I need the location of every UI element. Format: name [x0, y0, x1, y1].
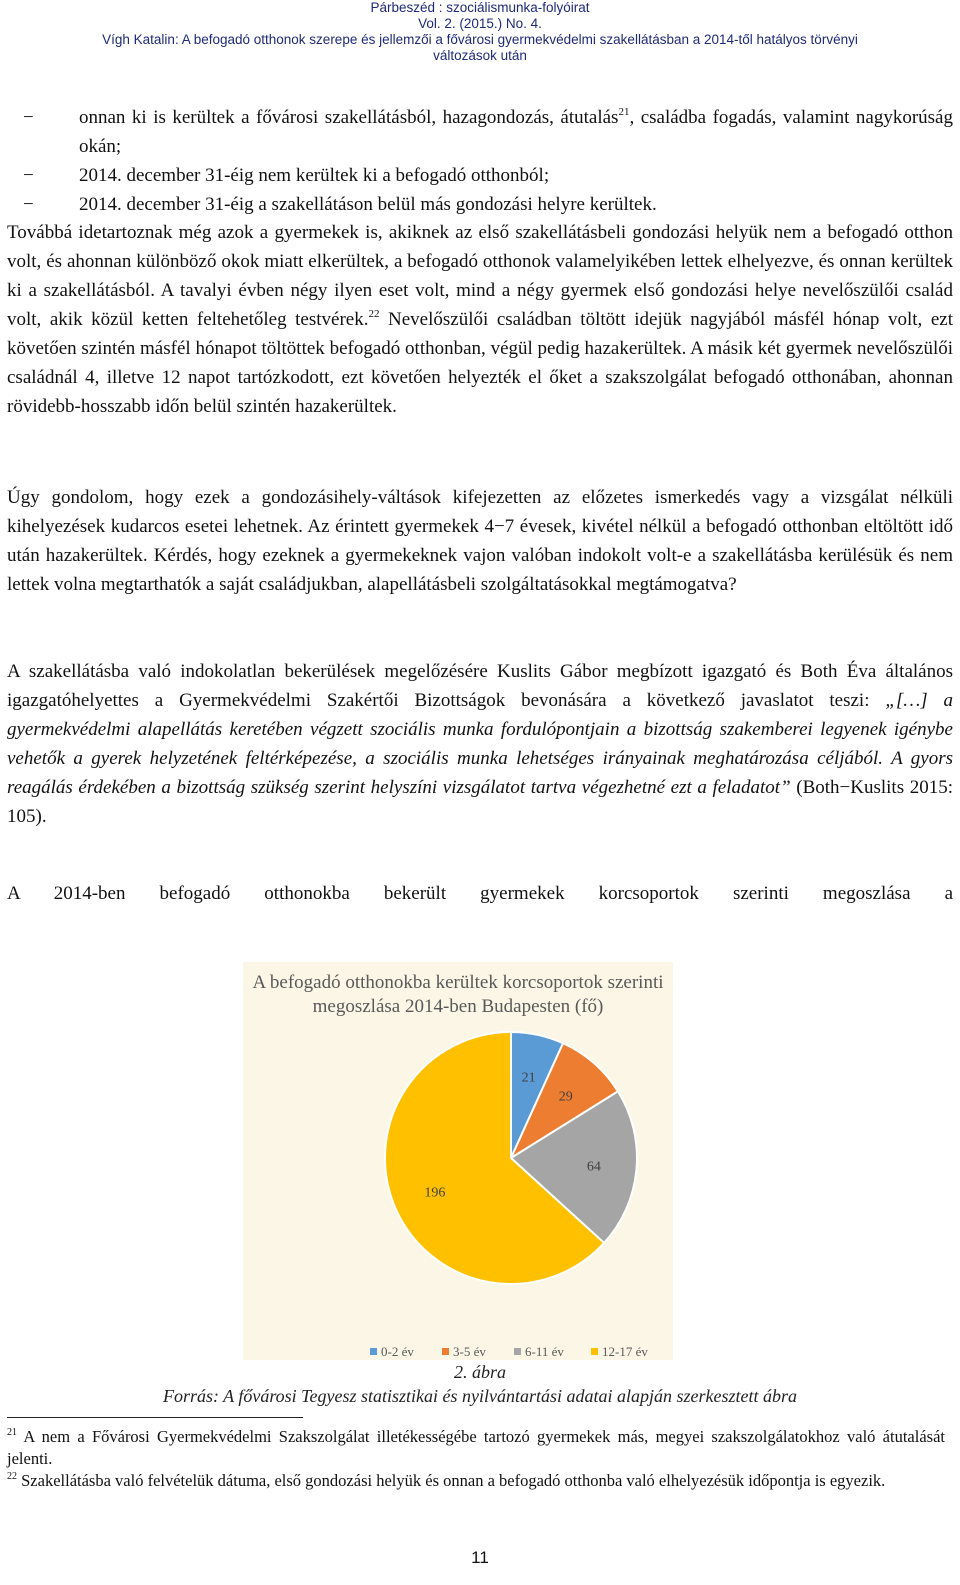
- footnote: [7, 1426, 945, 1470]
- footnote-number: 22: [7, 1471, 17, 1482]
- data-label: 196: [424, 1185, 446, 1201]
- paragraph-text: Úgy gondolom, hogy ezek a gondozásihely-váltások kifejezetten az előzetes ismerkedés vagy a vizsgálat nélküli kihelyezések kudarcos esetei lehetnek. Az érintett gyermekek 4−7 évesek, kivétel nélkül a befogadó otthonban eltöltött idő után hazakerültek. Kérdés, hogy ezeknek a gyermekeknek vajon valóban indokolt volt-e a szakellátásba kerülésük és nem lettek volna megtarthatók a saját családjukban, alapellátásbeli szolgáltatásokkal megtámogatva?: [7, 487, 953, 595]
- figure-source: [0, 1385, 960, 1407]
- bullet-dash: −: [23, 107, 34, 128]
- journal-volume: Vol. 2. (2015.) No. 4.: [418, 16, 542, 31]
- figure-number: 2. ábra: [453, 1362, 506, 1382]
- paragraph-4: [7, 879, 953, 908]
- legend-label: 12-17 év: [602, 1344, 648, 1359]
- list-item: [7, 103, 953, 161]
- footnote-number: 21: [7, 1427, 17, 1438]
- footnotes: [7, 1426, 945, 1492]
- data-label: 21: [521, 1070, 536, 1086]
- data-label: 64: [586, 1159, 601, 1175]
- footnote: [7, 1470, 945, 1492]
- paragraph-text: A 2014-ben befogadó otthonokba bekerült gyermekek korcsoportok szerinti megoszlása a: [7, 883, 953, 904]
- bullet-text: onnan ki is kerültek a fővárosi szakellátásból, hazagondozás, átutalás: [79, 107, 619, 128]
- footnote-ref: 22: [368, 308, 380, 320]
- article-title-cont: változások után: [433, 48, 527, 63]
- bullet-list: [7, 103, 953, 219]
- chart-title: A befogadó otthonokba kerültek korcsoportok szerinti: [252, 972, 664, 993]
- pie-chart-svg: [243, 962, 673, 1360]
- bullet-text: , családba fogadás, valamint nagykorúság okán;: [79, 107, 953, 157]
- data-label: 29: [558, 1089, 573, 1105]
- paragraph-2: [7, 483, 953, 599]
- bullet-dash: −: [23, 165, 34, 186]
- legend-swatch: [514, 1348, 521, 1355]
- bullet-text: 2014. december 31-éig a szakellátáson belül más gondozási helyre kerültek.: [79, 194, 657, 215]
- paragraph-3: [7, 657, 953, 831]
- paragraph-1: [7, 218, 953, 421]
- legend-swatch: [442, 1348, 449, 1355]
- bullet-text: 2014. december 31-éig nem kerültek ki a befogadó otthonból;: [79, 165, 550, 186]
- citation: (Both−Kuslits 2015: 105).: [7, 777, 953, 827]
- legend-swatch: [591, 1348, 598, 1355]
- paragraph-text: Továbbá idetartoznak még azok a gyermekek is, akiknek az első szakellátásbeli gondozási helyük nem a befogadó otthon volt, és ahonnan különböző okok miatt elkerültek, a befogadó otthonok valamelyikében lettek elhelyezve, és onnan kerültek ki a szakellátásból. A tavalyi évben négy ilyen eset volt, mind a négy gyermek első gondozási helye nevelőszülői család volt, akik közül ketten feltehetőleg testvérek.: [7, 222, 953, 330]
- footnote-ref: 21: [618, 106, 630, 118]
- article-title: Vígh Katalin: A befogadó otthonok szerepe és jellemzői a fővárosi gyermekvédelmi szakellátásban a 2014-től hatályos törvényi: [102, 32, 858, 47]
- page-number: 11: [471, 1548, 489, 1567]
- source-label: Forrás:: [162, 1386, 219, 1406]
- pie-chart: [243, 962, 673, 1360]
- footnote-text: A nem a Fővárosi Gyermekvédelmi Szakszolgálat illetékességébe tartozó gyermekek más, megyei szakszolgálatokhoz való átutalását jelenti.: [7, 1427, 945, 1468]
- legend-label: 0-2 év: [381, 1344, 414, 1359]
- legend-label: 3-5 év: [453, 1344, 486, 1359]
- footnote-text: Szakellátásba való felvételük dátuma, első gondozási helyük és onnan a befogadó otthonba való elhelyezésük időpontja is egyezik.: [17, 1471, 886, 1490]
- list-item: [7, 190, 953, 219]
- journal-title: Párbeszéd : szociálismunka-folyóirat: [370, 0, 590, 15]
- chart-title: megoszlása 2014-ben Budapesten (fő): [312, 996, 604, 1017]
- journal-header: [0, 0, 960, 64]
- source-text: A fővárosi Tegyesz statisztikai és nyilvántartási adatai alapján szerkesztett ábra: [219, 1386, 798, 1406]
- paragraph-text: Nevelőszülői családban töltött idejük nagyjából másfél hónap volt, ezt követően szintén másfél hónapot töltöttek befogadó otthonban, végül pedig hazakerültek. A másik két gyermek nevelőszülői családnál 4, illetve 12 napot tartózkodott, ezt követően helyezték el őket a szakszolgálat befogadó otthonában, ahonnan rövidebb-hosszabb időn belül szintén hazakerültek.: [7, 309, 953, 417]
- bullet-dash: −: [23, 194, 34, 215]
- legend-swatch: [370, 1348, 377, 1355]
- footnote-divider: [7, 1417, 303, 1418]
- paragraph-text: A szakellátásba való indokolatlan bekerülések megelőzésére Kuslits Gábor megbízott igazgató és Both Éva általános igazgatóhelyettes a Gyermekvédelmi Szakértői Bizottságok bevonására a következő javaslatot teszi:: [7, 661, 953, 711]
- list-item: [7, 161, 953, 190]
- legend-label: 6-11 év: [525, 1344, 564, 1359]
- quotation: „[…] a gyermekvédelmi alapellátás keretében végzett szociális munka fordulópontjain a bizottság szakemberei legyenek igénybe vehetők a gyerek helyzetének feltérképezése, a szociális munka lehetséges irányainak meghatározása céljából. A gyors reagálás érdekében a bizottság szükség szerint helyszíni vizsgálatot tartva végezhetné ezt a feladatot”: [7, 690, 954, 798]
